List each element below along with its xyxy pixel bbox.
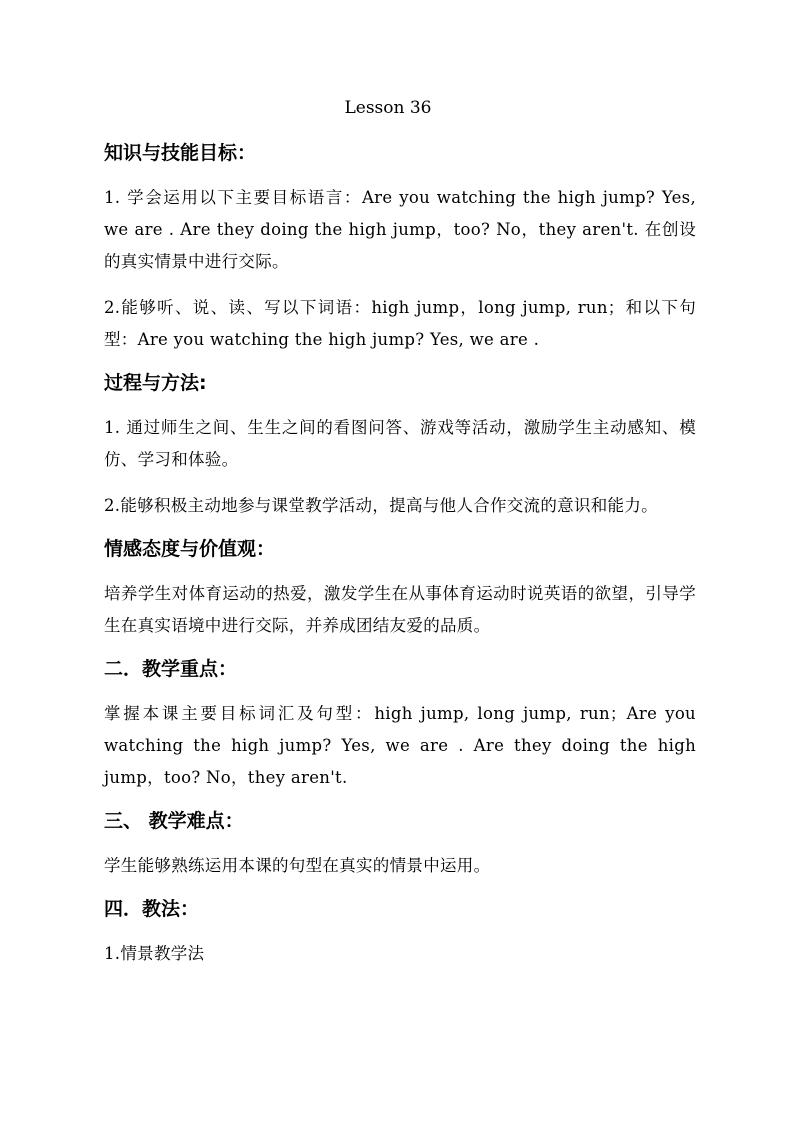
paragraph-process-1: 1. 通过师生之间、生生之间的看图问答、游戏等活动，激励学生主动感知、模仿、学习和体验。: [104, 418, 696, 469]
document-page: [104, 98, 696, 984]
paragraph-methods-1: 1.情景教学法: [104, 944, 205, 963]
section-heading-teaching-methods: 四．教法：: [104, 898, 200, 920]
paragraph-knowledge-1: 1. 学会运用以下主要目标语言：Are you watching the high jump? Yes, we are . Are they doing the high jump，too? No，they aren't. 在创设的真实情景中进行交际。: [104, 188, 696, 271]
section-heading-attitudes-values: 情感态度与价值观：: [104, 538, 276, 560]
paragraph-difficulty-1: 学生能够熟练运用本课的句型在真实的情景中运用。: [104, 856, 491, 875]
paragraph-knowledge-2: 2.能够听、说、读、写以下词语：high jump，long jump, run；和以下句型：Are you watching the high jump? Yes, we are .: [104, 298, 696, 349]
paragraph-focus-1: 掌握本课主要目标词汇及句型：high jump, long jump, run；Are you watching the high jump? Yes, we are . Are they doing the high jump，too? No，they aren't.: [104, 704, 696, 787]
paragraph-process-2: 2.能够积极主动地参与课堂教学活动，提高与他人合作交流的意识和能力。: [104, 496, 658, 515]
section-heading-process-methods: 过程与方法:: [104, 372, 207, 394]
section-heading-teaching-focus: 二．教学重点：: [104, 658, 238, 680]
lesson-title: Lesson 36: [344, 98, 432, 118]
paragraph-attitudes-1: 培养学生对体育运动的热爱，激发学生在从事体育运动时说英语的欲望，引导学生在真实语境中进行交际，并养成团结友爱的品质。: [104, 584, 696, 635]
section-heading-knowledge-skills: 知识与技能目标：: [104, 142, 257, 164]
section-heading-teaching-difficulty: 三、 教学难点：: [104, 810, 244, 832]
